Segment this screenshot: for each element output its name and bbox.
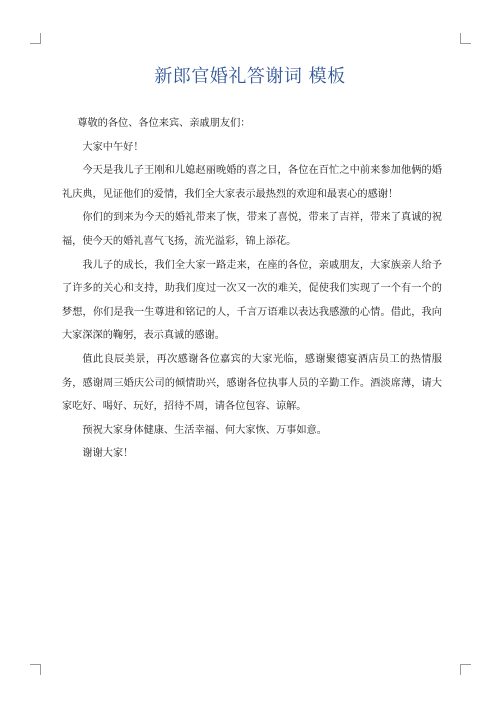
wishes-paragraph: 预祝大家身体健康、生活幸福、何大家恢、万事如意。 xyxy=(82,424,327,436)
corner-mark-bottom-right xyxy=(460,664,471,675)
body-paragraph: 值此良辰美景，再次感谢各位嘉宾的大家光临，感谢聚德宴酒店员工的热情服务，感谢周三婚庆公司的倾情助兴，感谢各位执事人员的辛勤工作。酒淡席薄，请大家吃好、喝好、玩好，招待不周，请各位包容、谅解。 xyxy=(62,353,442,413)
closing-paragraph: 谢谢大家！ xyxy=(82,448,134,460)
body-paragraph: 今天是我儿子王刚和儿媳赵丽晚婚的喜之日，各位在百忙之中前来参加他俩的婚礼庆典，见证他们的爱情，我们全大家表示最热烈的欢迎和最衷心的感谢！ xyxy=(62,165,442,200)
body-paragraph: 你们的到来为今天的婚礼带来了恢，带来了喜悦，带来了吉祥，带来了真诚的祝福，使今天的婚礼喜气飞扬，流光溢彩，锦上添花。 xyxy=(62,212,442,247)
greeting-paragraph: 大家中午好！ xyxy=(82,141,144,153)
document-title: 新郎官婚礼答谢词 模板 xyxy=(154,66,346,87)
corner-mark-bottom-left xyxy=(30,664,41,675)
salutation-paragraph: 尊敬的各位、各位来宾、亲戚朋友们： xyxy=(77,118,251,129)
corner-mark-top-left xyxy=(30,33,41,44)
corner-mark-top-right xyxy=(460,33,471,44)
document-body xyxy=(62,112,442,466)
body-paragraph: 我儿子的成长，我们全大家一路走来，在座的各位，亲戚朋友，大家族亲人给予了许多的关心和支持，助我们度过一次又一次的难关，促使我们实现了一个有一个的梦想，你们是我一生尊进和铭记的人，千言万语难以表达我感激的心情。借此，我向大家深深的鞠躬，表示真诚的感谢。 xyxy=(62,259,442,342)
